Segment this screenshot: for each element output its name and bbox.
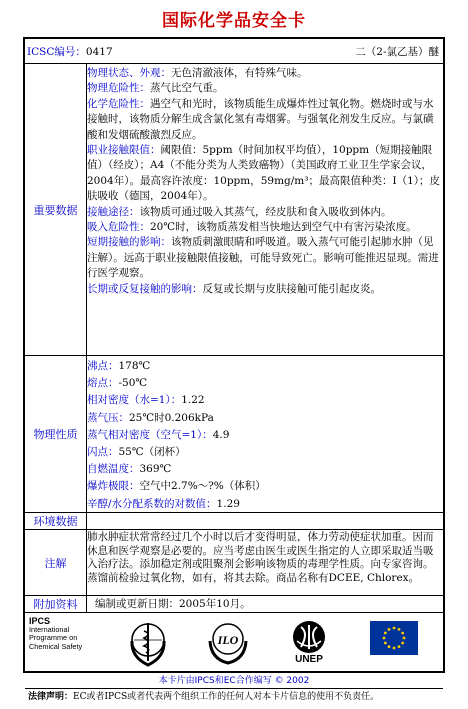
physical-item <box>87 444 441 461</box>
physical-item-key: 相对密度（水=1）： <box>87 394 182 407</box>
card-title: 国际化学品安全卡 <box>162 11 306 31</box>
important-item-value: 该物质可通过吸入其蒸气，经皮肤和食入吸收到体内。 <box>139 205 392 218</box>
additional-label: 附加资料 <box>25 596 87 612</box>
physical-item-value: 55℃（闭杯） <box>118 446 186 459</box>
eu-star-icon <box>398 628 401 631</box>
environment-section <box>25 513 443 530</box>
eu-star-icon <box>388 628 391 631</box>
legal-row <box>25 689 443 709</box>
important-item-value: 该物质刺激眼睛和呼吸道。吸入蒸气可能引起肺水肿（见注解）。远高于职业接触限值接触，可能导致死亡。影响可能推迟显现。需进行医学观察。 <box>87 236 439 280</box>
important-item-value: 遇空气和光时，该物质能生成爆炸性过氧化物。燃烧时或与水接触时，该物质分解生成含氯化氢有毒烟雾。与强氧化剂发生反应。与氯磺酸和发烟硫酸激烈反应。 <box>87 97 434 141</box>
ipcs-title: IPCS <box>29 616 51 626</box>
eu-star-icon <box>393 627 396 630</box>
important-item-key: 物理状态、外观： <box>87 67 171 79</box>
important-item-key: 职业接触限值： <box>87 144 161 157</box>
physical-item <box>87 496 441 513</box>
important-item-value: 20℃时，该物质蒸发相当快地达到空气中有害污染浓度。 <box>150 221 417 234</box>
eu-star-icon <box>383 637 386 640</box>
eu-star-icon <box>398 645 401 648</box>
icsc-value: 0417 <box>85 46 113 58</box>
eu-star-icon <box>401 642 404 645</box>
important-item <box>87 282 441 297</box>
environment-label: 环境数据 <box>25 513 87 529</box>
who-emblem-icon <box>127 617 169 669</box>
physical-item-value: -50℃ <box>118 377 148 390</box>
eu-star-icon <box>384 632 387 635</box>
icsc-number <box>27 44 113 59</box>
additional-section <box>25 596 443 613</box>
notes-label: 注解 <box>25 530 87 595</box>
physical-item <box>87 358 441 375</box>
physical-item-value: 1.22 <box>181 394 205 407</box>
physical-item-key: 爆炸极限： <box>87 480 140 493</box>
physical-properties-content <box>87 358 441 512</box>
environment-content <box>87 515 441 529</box>
logos-section <box>25 613 443 689</box>
eu-star-icon <box>393 647 396 650</box>
important-item <box>87 81 441 96</box>
physical-properties-label: 物理性质 <box>25 356 87 512</box>
important-item <box>87 66 441 81</box>
physical-item <box>87 461 441 478</box>
important-item-key: 吸入危险性： <box>87 221 150 234</box>
physical-item <box>87 375 441 392</box>
additional-text: 编制或更新日期：2005年10月。 <box>95 598 251 610</box>
physical-item-value: 1.29 <box>216 497 240 510</box>
ipcs-logo <box>29 617 109 651</box>
physical-item-key: 沸点： <box>87 360 119 372</box>
ipcs-lines <box>29 626 109 651</box>
important-item-key: 化学危险性： <box>87 97 150 110</box>
important-item-value: 阈限值：5ppm（时间加权平均值），10ppm（短期接触限值）（经皮）；A4（不能分类为人类致癌物）（美国政府工业卫生学家会议，2004年）。最高容许浓度：10ppm，59mg/m³；最高限值种类：I（1）；皮肤吸收（德国，2004年）。 <box>87 144 441 203</box>
physical-item-key: 自燃温度： <box>87 463 140 476</box>
physical-item <box>87 427 441 444</box>
important-item-value: 无色清澈液体，有特殊气味。 <box>171 67 308 79</box>
physical-item-value: 25℃时0.206kPa <box>129 411 214 424</box>
physical-item-value: 空气中2.7%～?%（体积） <box>139 480 266 493</box>
important-data-section <box>25 64 443 356</box>
physical-item-key: 闪点： <box>87 446 119 459</box>
legal-text: EC或者IPCS或者代表两个组织工作的任何人对本卡片信息的使用不负责任。 <box>73 692 380 702</box>
physical-item-key: 蒸气相对密度（空气=1）： <box>87 428 213 441</box>
physical-item-value: 369℃ <box>139 463 172 476</box>
important-item <box>87 235 441 281</box>
ipcs-line: Chemical Safety <box>29 641 83 651</box>
eu-flag-icon <box>370 621 418 655</box>
notes-section <box>25 530 443 596</box>
important-item <box>87 97 441 143</box>
eu-star-icon <box>403 637 406 640</box>
physical-item-value: 4.9 <box>212 428 230 441</box>
icsc-label: ICSC编号： <box>27 46 86 58</box>
header-row <box>25 39 443 64</box>
important-item <box>87 205 441 220</box>
important-data-content <box>87 66 441 355</box>
physical-item <box>87 478 441 495</box>
eu-star-icon <box>388 645 391 648</box>
important-item-key: 长期或反复接触的影响： <box>87 282 203 295</box>
ipcs-line: International <box>29 625 70 635</box>
unep-text: UNEP <box>295 654 323 665</box>
svg-text:ILO: ILO <box>217 633 239 647</box>
physical-properties-section <box>25 356 443 513</box>
physical-item-key: 熔点： <box>87 377 119 390</box>
eu-star-icon <box>401 632 404 635</box>
safety-card <box>23 37 445 702</box>
ilo-emblem-icon <box>206 617 250 665</box>
cooperation-note: 本卡片由IPCS和EC合作编写 © 2002 <box>158 676 310 686</box>
important-item <box>87 143 441 205</box>
physical-item-key: 蒸气压： <box>87 411 129 424</box>
physical-item <box>87 410 441 427</box>
legal-notice <box>28 692 379 703</box>
physical-item-key: 辛醇/水分配系数的对数值： <box>87 497 217 510</box>
ipcs-line: Programme on <box>29 633 78 643</box>
important-data-label: 重要数据 <box>25 64 87 355</box>
eu-star-icon <box>384 642 387 645</box>
important-item-value: 蒸气比空气重。 <box>150 82 224 95</box>
chemical-name: 二（2-氯乙基）醚 <box>355 46 439 58</box>
important-item-value: 反复或长期与皮肤接触可能引起皮炎。 <box>202 282 381 295</box>
legal-label: 法律声明： <box>28 692 74 702</box>
important-item-key: 物理危险性： <box>87 82 150 95</box>
important-item <box>87 220 441 235</box>
physical-item-value: 178℃ <box>118 360 151 372</box>
notes-text: 肺水肿症状常常经过几个小时以后才变得明显，体力劳动使症状加重。因而休息和医学观察是必要的。应当考虑由医生或医生指定的人立即采取适当吸入治疗法。添加稳定剂或阻聚剂会影响该物质的毒理学性质。向专家咨询。蒸馏前检验过氧化物，如有，将其去除。商品名称有DCEE, Chlorex。 <box>87 531 434 584</box>
physical-item <box>87 392 441 409</box>
important-item-key: 短期接触的影响： <box>87 236 171 249</box>
important-item-key: 接触途径： <box>87 205 140 218</box>
